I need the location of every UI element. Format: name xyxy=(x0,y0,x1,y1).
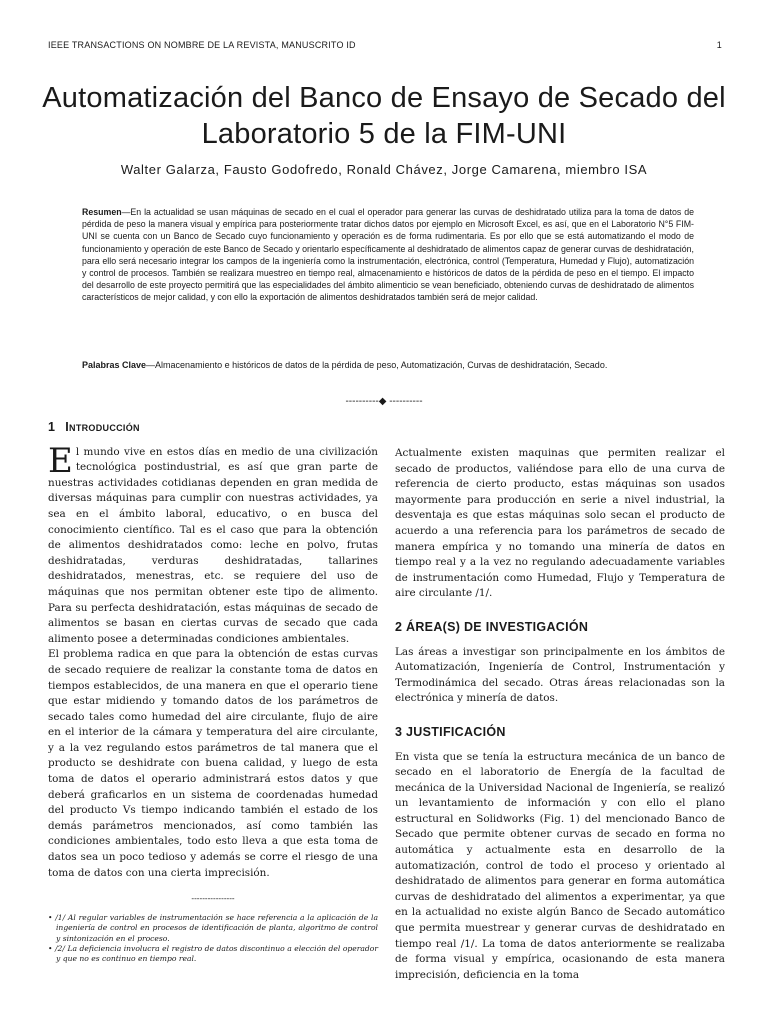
keywords-text: —Almacenamiento e históricos de datos de la pérdida de peso, Automatización, Curvas de deshidratación, Secado. xyxy=(146,360,608,370)
intro-paragraph-1 xyxy=(48,440,378,648)
running-header xyxy=(48,40,722,50)
intro-paragraph-2: El problema radica en que para la obtención de estas curvas de secado requiere de realizar la constante toma de datos en tiempos establecidos, de una manera en que el operario tiene que estar midiendo y tomando datos de los parámetros de secado tales como humedad del aire circulante, flujo de aire en el interior de la cámara y temperatura del aire circulante, y a la vez regulando estos parámetros de tal manera que el producto se deshidrate con buena calidad, y luego de esta toma de datos el operario administrará estos datos y que deberá graficarlos en un sistema de coordenadas humedad del producto Vs tiempo indicando también el estado de los demás parámetros mencionados, así como también las condiciones ambientales, todo esto lleva a que esta toma de datos sea un poco tedioso y además se corre el riesgo de una toma de datos con una cierta imprecisión. xyxy=(48,648,378,879)
footnote-1: • /1/ Al regular variables de instrumentación se hace referencia a la aplicación de la ingeniería de control en procesos de identificación de planta, algoritmo de control y sintonización en el proceso. xyxy=(48,912,378,943)
section-title: Introducción xyxy=(65,420,140,434)
section-divider: ----------◆ ---------- xyxy=(345,396,423,407)
left-column xyxy=(48,420,378,965)
keywords xyxy=(82,359,694,372)
journal-name: IEEE TRANSACTIONS ON NOMBRE DE LA REVISTA, MANUSCRITO ID xyxy=(48,40,356,50)
page-number: 1 xyxy=(716,40,722,50)
section-heading-introduccion xyxy=(48,420,378,436)
intro-paragraph-3: Actualmente existen maquinas que permiten realizar el secado de productos, valiéndose para ello de una curva de referencia de cierto producto, estas máquinas son usados mayormente para producción en serie a nivel industrial, la desventaja es que estas máquinas solo secan el producto de acuerdo a una referencia para los parámetros de secado de manera empírica y no tomando una minería de datos en tiempo real y a la vez no regulando adecuadamente variables de instrumentación como Humedad, Flujo y Temperatura de aire circulante /1/. xyxy=(395,447,725,600)
keywords-label: Palabras Clave xyxy=(82,360,147,370)
abstract xyxy=(82,206,694,304)
drop-cap: E xyxy=(48,440,73,481)
abstract-text: —En la actualidad se usan máquinas de secado en el cual el operador para generar las curvas de deshidratado utiliza para la toma de datos de pérdida de peso la manera visual y empírica para posteriormente tratar dichos datos por ejemplo en Microsoft Excel, es así, que en el Laboratorio N°5 FIM-UNI se cuenta con un Banco de Secado cuyo funcionamiento y operación es de forma rudimentaria. Es por ello que se está automatizando el modo de funcionamiento y operación de este Banco de Secado y orientarlo específicamente al deshidratado de alimentos capaz de generar curvas de deshidratación, para ello será necesario integrar los campos de la ingeniería como la instrumentación, electrónica, control (Temperatura, Humedad y Flujo), automatización y control de procesos. También se realizara muestreo en tiempo real, almacenamiento e históricos de datos de la pérdida de peso en el tiempo. El impacto del desarrollo de este proyecto permitirá que las especialidades del ámbito alimenticio se vean beneficiado, obteniendo curvas de deshidratado de alimentos característicos de mejor calidad, y con ello la exportación de alimentos deshidratados también será de mejor calidad. xyxy=(82,207,694,303)
justification-paragraph: En vista que se tenía la estructura mecánica de un banco de secado en el laboratorio de Energía de la facultad de mecánica de la Universidad Nacional de Ingeniería, se realizó un levantamiento de información y con ello el plano estructural en Solidworks (Fig. 1) del mencionado Banco de Secado que permite obtener curvas de secado en forma no automática y actualmente esta en desarrollo de la automatización, control de todo el proceso y orientado al deshidratado de alimentos para generar en forma automática curvas de deshidratado del alimentos a experimentar, ya que en la actualidad no existe algún Banco de Secado automático que permita muestrear y generar curvas de deshidratado en tiempo real /1/. La toma de datos anteriormente se realizaba de forma visual y empírica, ocasionando de esta manera imprecisión, deficiencia en la toma xyxy=(395,750,725,981)
intro-paragraph-1-text: l mundo vive en estos días en medio de una civilización tecnológica postindustrial, es así que gran parte de nuestras actividades cotidianas dependen en gran medida de diversas máquinas para cumplir con nuestras actividades, ya sea en el ámbito laboral, educativo, o en busca del conocimiento científico. Tal es el caso que para la obtención de alimentos deshidratados como: leche en polvo, frutas deshidratadas, verduras deshidratadas, tallarines deshidratados, menestras, etc. se requiere del uso de máquinas que nos permitan obtener este tipo de alimento. Para su perfecta deshidratación, estas máquinas de secado de alimentos se basan en ciertas curvas de secado que cada alimento posee a determinadas condiciones ambientales. xyxy=(48,445,378,645)
area-paragraph: Las áreas a investigar son principalmente en los ámbitos de Automatización, Ingeniería de Control, Instrumentación y Termodinámica del secado. Otras áreas relacionadas son la electrónica y minería de datos. xyxy=(395,645,725,705)
author-list: Walter Galarza, Fausto Godofredo, Ronald Chávez, Jorge Camarena, miembro ISA xyxy=(120,162,648,177)
footnote-2: • /2/ La deficiencia involucra el registro de datos discontinuo a elección del operador y que no es continuo en tiempo real. xyxy=(48,944,378,964)
section-heading-area: 2 ÁREA(S) DE INVESTIGACIÓN xyxy=(395,619,589,634)
paper-title: Automatización del Banco de Ensayo de Secado del Laboratorio 5 de la FIM-UNI xyxy=(42,82,726,150)
right-column xyxy=(395,446,725,983)
section-number: 1 xyxy=(48,420,56,434)
footnote-rule: ---------------- xyxy=(191,894,235,904)
section-heading-justificacion: 3 JUSTIFICACIÓN xyxy=(395,724,506,739)
abstract-label: Resumen xyxy=(82,207,122,217)
